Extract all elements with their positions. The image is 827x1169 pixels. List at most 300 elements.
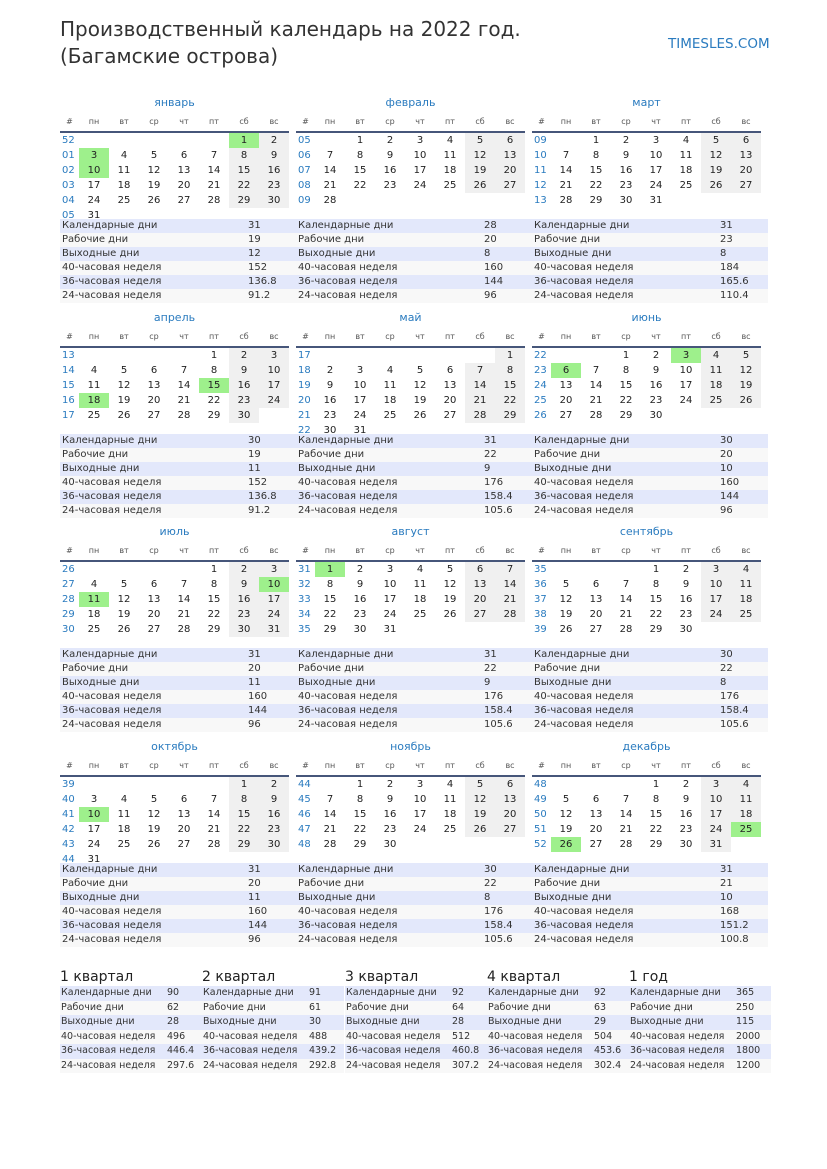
day-cell[interactable]: 31 <box>383 624 397 635</box>
day-cell[interactable]: 7 <box>210 150 218 161</box>
day-cell[interactable]: 19 <box>443 594 457 605</box>
day-cell[interactable]: 21 <box>177 609 191 620</box>
day-cell[interactable]: 20 <box>465 592 495 607</box>
day-cell[interactable]: 25 <box>679 180 693 191</box>
day-cell[interactable]: 4 <box>731 561 761 577</box>
day-cell[interactable]: 20 <box>589 824 603 835</box>
day-cell[interactable]: 29 <box>649 624 663 635</box>
day-cell[interactable]: 19 <box>117 609 131 620</box>
day-cell[interactable]: 29 <box>619 410 633 421</box>
day-cell[interactable]: 29 <box>229 193 259 208</box>
day-cell[interactable]: 18 <box>443 165 457 176</box>
day-cell[interactable]: 9 <box>386 794 394 805</box>
day-cell[interactable]: 8 <box>326 579 334 590</box>
day-cell[interactable]: 18 <box>679 165 693 176</box>
day-cell[interactable]: 14 <box>619 809 633 820</box>
day-cell[interactable]: 6 <box>180 150 188 161</box>
day-cell[interactable]: 1 <box>622 350 630 361</box>
day-cell[interactable]: 28 <box>619 624 633 635</box>
day-cell[interactable]: 7 <box>326 794 334 805</box>
day-cell[interactable]: 16 <box>229 378 259 393</box>
day-cell[interactable]: 12 <box>731 363 761 378</box>
day-cell[interactable]: 24 <box>413 180 427 191</box>
day-cell[interactable]: 4 <box>90 579 98 590</box>
day-cell[interactable]: 3 <box>356 365 364 376</box>
day-cell[interactable]: 24 <box>701 822 731 837</box>
day-cell[interactable]: 10 <box>701 577 731 592</box>
brand-link[interactable]: TIMESLES.COM <box>668 36 770 52</box>
day-cell[interactable]: 20 <box>589 609 603 620</box>
day-cell[interactable]: 30 <box>323 425 337 436</box>
day-cell[interactable]: 14 <box>207 809 221 820</box>
day-cell[interactable]: 16 <box>259 807 289 822</box>
day-cell[interactable]: 1 <box>210 350 218 361</box>
day-cell[interactable]: 3 <box>259 561 289 577</box>
holiday-day-cell[interactable]: 18 <box>79 393 109 408</box>
holiday-day-cell[interactable]: 1 <box>315 561 345 577</box>
day-cell[interactable]: 19 <box>559 609 573 620</box>
day-cell[interactable]: 11 <box>87 380 101 391</box>
day-cell[interactable]: 19 <box>147 824 161 835</box>
day-cell[interactable]: 10 <box>701 792 731 807</box>
day-cell[interactable]: 24 <box>353 410 367 421</box>
day-cell[interactable]: 19 <box>731 378 761 393</box>
day-cell[interactable]: 28 <box>177 410 191 421</box>
day-cell[interactable]: 8 <box>229 792 259 807</box>
day-cell[interactable]: 21 <box>207 180 221 191</box>
day-cell[interactable]: 16 <box>229 592 259 607</box>
day-cell[interactable]: 8 <box>495 363 525 378</box>
day-cell[interactable]: 31 <box>259 622 289 637</box>
day-cell[interactable]: 4 <box>731 776 761 792</box>
day-cell[interactable]: 17 <box>259 378 289 393</box>
day-cell[interactable]: 12 <box>147 165 161 176</box>
day-cell[interactable]: 10 <box>259 363 289 378</box>
day-cell[interactable]: 11 <box>679 150 693 161</box>
holiday-day-cell[interactable]: 15 <box>199 378 229 393</box>
day-cell[interactable]: 24 <box>259 607 289 622</box>
day-cell[interactable]: 23 <box>383 180 397 191</box>
day-cell[interactable]: 11 <box>731 792 761 807</box>
holiday-day-cell[interactable]: 6 <box>551 363 581 378</box>
day-cell[interactable]: 23 <box>229 393 259 408</box>
day-cell[interactable]: 16 <box>353 594 367 605</box>
day-cell[interactable]: 10 <box>679 365 693 376</box>
day-cell[interactable]: 6 <box>495 132 525 148</box>
day-cell[interactable]: 29 <box>207 410 221 421</box>
day-cell[interactable]: 14 <box>323 165 337 176</box>
day-cell[interactable]: 13 <box>177 165 191 176</box>
day-cell[interactable]: 21 <box>465 393 495 408</box>
day-cell[interactable]: 10 <box>649 150 663 161</box>
day-cell[interactable]: 15 <box>229 163 259 178</box>
day-cell[interactable]: 11 <box>413 579 427 590</box>
day-cell[interactable]: 12 <box>443 579 457 590</box>
day-cell[interactable]: 31 <box>649 195 663 206</box>
day-cell[interactable]: 13 <box>177 809 191 820</box>
day-cell[interactable]: 4 <box>120 794 128 805</box>
day-cell[interactable]: 27 <box>559 410 573 421</box>
day-cell[interactable]: 6 <box>150 365 158 376</box>
day-cell[interactable]: 16 <box>259 163 289 178</box>
day-cell[interactable]: 18 <box>731 592 761 607</box>
day-cell[interactable]: 28 <box>207 839 221 850</box>
day-cell[interactable]: 15 <box>619 380 633 391</box>
day-cell[interactable]: 2 <box>229 347 259 363</box>
day-cell[interactable]: 27 <box>177 195 191 206</box>
day-cell[interactable]: 18 <box>117 180 131 191</box>
day-cell[interactable]: 26 <box>117 410 131 421</box>
day-cell[interactable]: 15 <box>353 809 367 820</box>
day-cell[interactable]: 25 <box>413 609 427 620</box>
day-cell[interactable]: 19 <box>117 395 131 406</box>
day-cell[interactable]: 13 <box>465 577 495 592</box>
day-cell[interactable]: 11 <box>443 794 457 805</box>
day-cell[interactable]: 5 <box>562 579 570 590</box>
day-cell[interactable]: 25 <box>117 195 131 206</box>
day-cell[interactable]: 5 <box>120 579 128 590</box>
day-cell[interactable]: 28 <box>323 195 337 206</box>
day-cell[interactable]: 1 <box>210 564 218 575</box>
day-cell[interactable]: 20 <box>443 395 457 406</box>
day-cell[interactable]: 30 <box>383 839 397 850</box>
day-cell[interactable]: 8 <box>592 150 600 161</box>
day-cell[interactable]: 22 <box>323 609 337 620</box>
day-cell[interactable]: 10 <box>413 794 427 805</box>
day-cell[interactable]: 14 <box>323 809 337 820</box>
day-cell[interactable]: 7 <box>592 365 600 376</box>
day-cell[interactable]: 27 <box>731 178 761 193</box>
day-cell[interactable]: 25 <box>731 607 761 622</box>
day-cell[interactable]: 27 <box>495 822 525 837</box>
day-cell[interactable]: 1 <box>592 135 600 146</box>
day-cell[interactable]: 26 <box>443 609 457 620</box>
day-cell[interactable]: 22 <box>229 178 259 193</box>
day-cell[interactable]: 2 <box>326 365 334 376</box>
day-cell[interactable]: 5 <box>701 132 731 148</box>
holiday-day-cell[interactable]: 10 <box>79 163 109 178</box>
day-cell[interactable]: 15 <box>589 165 603 176</box>
day-cell[interactable]: 23 <box>679 609 693 620</box>
day-cell[interactable]: 11 <box>731 577 761 592</box>
day-cell[interactable]: 6 <box>592 579 600 590</box>
day-cell[interactable]: 13 <box>731 148 761 163</box>
day-cell[interactable]: 22 <box>229 822 259 837</box>
day-cell[interactable]: 13 <box>559 380 573 391</box>
day-cell[interactable]: 13 <box>495 792 525 807</box>
day-cell[interactable]: 27 <box>443 410 457 421</box>
day-cell[interactable]: 28 <box>495 607 525 622</box>
day-cell[interactable]: 22 <box>649 824 663 835</box>
day-cell[interactable]: 28 <box>207 195 221 206</box>
day-cell[interactable]: 12 <box>465 792 495 807</box>
day-cell[interactable]: 16 <box>619 165 633 176</box>
day-cell[interactable]: 10 <box>353 380 367 391</box>
day-cell[interactable]: 24 <box>259 393 289 408</box>
day-cell[interactable]: 7 <box>495 561 525 577</box>
day-cell[interactable]: 12 <box>413 380 427 391</box>
day-cell[interactable]: 5 <box>465 132 495 148</box>
day-cell[interactable]: 29 <box>649 839 663 850</box>
day-cell[interactable]: 24 <box>383 609 397 620</box>
day-cell[interactable]: 19 <box>559 824 573 835</box>
day-cell[interactable]: 22 <box>649 609 663 620</box>
day-cell[interactable]: 17 <box>413 809 427 820</box>
day-cell[interactable]: 8 <box>652 579 660 590</box>
day-cell[interactable]: 20 <box>147 395 161 406</box>
day-cell[interactable]: 18 <box>413 594 427 605</box>
day-cell[interactable]: 26 <box>413 410 427 421</box>
day-cell[interactable]: 9 <box>229 363 259 378</box>
day-cell[interactable]: 25 <box>383 410 397 421</box>
day-cell[interactable]: 4 <box>416 564 424 575</box>
day-cell[interactable]: 4 <box>120 150 128 161</box>
day-cell[interactable]: 1 <box>356 779 364 790</box>
day-cell[interactable]: 8 <box>356 150 364 161</box>
day-cell[interactable]: 21 <box>619 609 633 620</box>
day-cell[interactable]: 21 <box>323 180 337 191</box>
day-cell[interactable]: 22 <box>353 180 367 191</box>
day-cell[interactable]: 3 <box>90 794 98 805</box>
day-cell[interactable]: 30 <box>679 624 693 635</box>
day-cell[interactable]: 23 <box>259 822 289 837</box>
day-cell[interactable]: 1 <box>652 779 660 790</box>
day-cell[interactable]: 26 <box>559 624 573 635</box>
day-cell[interactable]: 19 <box>147 180 161 191</box>
day-cell[interactable]: 16 <box>679 809 693 820</box>
day-cell[interactable]: 12 <box>559 594 573 605</box>
day-cell[interactable]: 14 <box>495 577 525 592</box>
day-cell[interactable]: 23 <box>353 609 367 620</box>
day-cell[interactable]: 8 <box>210 579 218 590</box>
day-cell[interactable]: 9 <box>259 148 289 163</box>
day-cell[interactable]: 12 <box>117 594 131 605</box>
day-cell[interactable]: 11 <box>701 363 731 378</box>
holiday-day-cell[interactable]: 10 <box>259 577 289 592</box>
day-cell[interactable]: 6 <box>446 365 454 376</box>
day-cell[interactable]: 17 <box>259 592 289 607</box>
day-cell[interactable]: 2 <box>682 564 690 575</box>
day-cell[interactable]: 14 <box>177 380 191 391</box>
day-cell[interactable]: 25 <box>443 180 457 191</box>
day-cell[interactable]: 23 <box>259 178 289 193</box>
day-cell[interactable]: 12 <box>117 380 131 391</box>
day-cell[interactable]: 6 <box>592 794 600 805</box>
day-cell[interactable]: 12 <box>465 148 495 163</box>
day-cell[interactable]: 15 <box>207 594 221 605</box>
holiday-day-cell[interactable]: 26 <box>551 837 581 852</box>
day-cell[interactable]: 5 <box>416 365 424 376</box>
day-cell[interactable]: 27 <box>589 624 603 635</box>
day-cell[interactable]: 8 <box>229 148 259 163</box>
day-cell[interactable]: 8 <box>622 365 630 376</box>
day-cell[interactable]: 15 <box>649 809 663 820</box>
day-cell[interactable]: 8 <box>652 794 660 805</box>
day-cell[interactable]: 2 <box>259 132 289 148</box>
day-cell[interactable]: 21 <box>323 824 337 835</box>
day-cell[interactable]: 22 <box>589 180 603 191</box>
day-cell[interactable]: 30 <box>229 622 259 637</box>
day-cell[interactable]: 9 <box>652 365 660 376</box>
day-cell[interactable]: 19 <box>465 163 495 178</box>
day-cell[interactable]: 4 <box>446 135 454 146</box>
day-cell[interactable]: 14 <box>589 380 603 391</box>
day-cell[interactable]: 6 <box>180 794 188 805</box>
day-cell[interactable]: 5 <box>446 564 454 575</box>
day-cell[interactable]: 5 <box>120 365 128 376</box>
day-cell[interactable]: 6 <box>495 776 525 792</box>
day-cell[interactable]: 16 <box>323 395 337 406</box>
day-cell[interactable]: 14 <box>619 594 633 605</box>
day-cell[interactable]: 11 <box>117 165 131 176</box>
day-cell[interactable]: 20 <box>559 395 573 406</box>
day-cell[interactable]: 11 <box>117 809 131 820</box>
day-cell[interactable]: 26 <box>147 195 161 206</box>
day-cell[interactable]: 4 <box>90 365 98 376</box>
day-cell[interactable]: 13 <box>443 380 457 391</box>
day-cell[interactable]: 14 <box>207 165 221 176</box>
day-cell[interactable]: 29 <box>353 839 367 850</box>
day-cell[interactable]: 2 <box>386 135 394 146</box>
day-cell[interactable]: 4 <box>701 347 731 363</box>
day-cell[interactable]: 6 <box>150 579 158 590</box>
day-cell[interactable]: 26 <box>731 393 761 408</box>
day-cell[interactable]: 26 <box>701 178 731 193</box>
day-cell[interactable]: 20 <box>731 163 761 178</box>
day-cell[interactable]: 16 <box>383 165 397 176</box>
day-cell[interactable]: 26 <box>147 839 161 850</box>
day-cell[interactable]: 5 <box>150 150 158 161</box>
day-cell[interactable]: 28 <box>589 410 603 421</box>
day-cell[interactable]: 8 <box>210 365 218 376</box>
day-cell[interactable]: 24 <box>87 839 101 850</box>
day-cell[interactable]: 21 <box>559 180 573 191</box>
day-cell[interactable]: 25 <box>701 393 731 408</box>
day-cell[interactable]: 2 <box>259 776 289 792</box>
day-cell[interactable]: 9 <box>386 150 394 161</box>
day-cell[interactable]: 2 <box>622 135 630 146</box>
day-cell[interactable]: 5 <box>150 794 158 805</box>
day-cell[interactable]: 17 <box>353 395 367 406</box>
day-cell[interactable]: 21 <box>207 824 221 835</box>
day-cell[interactable]: 28 <box>619 839 633 850</box>
day-cell[interactable]: 9 <box>326 380 334 391</box>
day-cell[interactable]: 31 <box>87 854 101 865</box>
day-cell[interactable]: 22 <box>495 393 525 408</box>
day-cell[interactable]: 13 <box>147 380 161 391</box>
day-cell[interactable]: 9 <box>682 579 690 590</box>
day-cell[interactable]: 13 <box>589 809 603 820</box>
day-cell[interactable]: 29 <box>495 408 525 423</box>
day-cell[interactable]: 2 <box>386 779 394 790</box>
day-cell[interactable]: 2 <box>652 350 660 361</box>
day-cell[interactable]: 1 <box>652 564 660 575</box>
holiday-day-cell[interactable]: 3 <box>79 148 109 163</box>
day-cell[interactable]: 17 <box>701 592 731 607</box>
day-cell[interactable]: 11 <box>443 150 457 161</box>
day-cell[interactable]: 28 <box>465 408 495 423</box>
day-cell[interactable]: 27 <box>177 839 191 850</box>
day-cell[interactable]: 12 <box>147 809 161 820</box>
holiday-day-cell[interactable]: 1 <box>229 132 259 148</box>
day-cell[interactable]: 27 <box>147 410 161 421</box>
day-cell[interactable]: 22 <box>207 395 221 406</box>
day-cell[interactable]: 16 <box>383 809 397 820</box>
day-cell[interactable]: 9 <box>682 794 690 805</box>
day-cell[interactable]: 7 <box>622 579 630 590</box>
day-cell[interactable]: 12 <box>559 809 573 820</box>
day-cell[interactable]: 18 <box>701 378 731 393</box>
day-cell[interactable]: 19 <box>701 163 731 178</box>
day-cell[interactable]: 21 <box>177 395 191 406</box>
day-cell[interactable]: 17 <box>649 165 663 176</box>
day-cell[interactable]: 3 <box>416 779 424 790</box>
holiday-day-cell[interactable]: 25 <box>731 822 761 837</box>
day-cell[interactable]: 9 <box>229 577 259 592</box>
day-cell[interactable]: 30 <box>649 410 663 421</box>
day-cell[interactable]: 5 <box>465 776 495 792</box>
day-cell[interactable]: 12 <box>701 148 731 163</box>
day-cell[interactable]: 20 <box>495 163 525 178</box>
day-cell[interactable]: 29 <box>323 624 337 635</box>
holiday-day-cell[interactable]: 10 <box>79 807 109 822</box>
day-cell[interactable]: 29 <box>229 837 259 852</box>
day-cell[interactable]: 20 <box>177 824 191 835</box>
day-cell[interactable]: 4 <box>386 365 394 376</box>
day-cell[interactable]: 7 <box>326 150 334 161</box>
day-cell[interactable]: 22 <box>207 609 221 620</box>
day-cell[interactable]: 3 <box>386 564 394 575</box>
day-cell[interactable]: 25 <box>87 410 101 421</box>
day-cell[interactable]: 11 <box>383 380 397 391</box>
day-cell[interactable]: 30 <box>679 839 693 850</box>
day-cell[interactable]: 15 <box>353 165 367 176</box>
day-cell[interactable]: 4 <box>446 779 454 790</box>
day-cell[interactable]: 15 <box>495 378 525 393</box>
day-cell[interactable]: 15 <box>229 807 259 822</box>
day-cell[interactable]: 14 <box>465 378 495 393</box>
day-cell[interactable]: 22 <box>619 395 633 406</box>
holiday-day-cell[interactable]: 11 <box>79 592 109 607</box>
day-cell[interactable]: 17 <box>679 380 693 391</box>
day-cell[interactable]: 1 <box>229 776 259 792</box>
day-cell[interactable]: 17 <box>701 807 731 822</box>
day-cell[interactable]: 1 <box>356 135 364 146</box>
day-cell[interactable]: 22 <box>353 824 367 835</box>
day-cell[interactable]: 2 <box>356 564 364 575</box>
day-cell[interactable]: 5 <box>562 794 570 805</box>
day-cell[interactable]: 18 <box>443 809 457 820</box>
day-cell[interactable]: 13 <box>147 594 161 605</box>
day-cell[interactable]: 19 <box>465 807 495 822</box>
day-cell[interactable]: 3 <box>701 561 731 577</box>
day-cell[interactable]: 25 <box>87 624 101 635</box>
day-cell[interactable]: 28 <box>323 839 337 850</box>
day-cell[interactable]: 10 <box>383 579 397 590</box>
day-cell[interactable]: 30 <box>353 624 367 635</box>
day-cell[interactable]: 18 <box>731 807 761 822</box>
day-cell[interactable]: 23 <box>619 180 633 191</box>
day-cell[interactable]: 17 <box>383 594 397 605</box>
day-cell[interactable]: 3 <box>701 776 731 792</box>
day-cell[interactable]: 7 <box>210 794 218 805</box>
day-cell[interactable]: 7 <box>562 150 570 161</box>
day-cell[interactable]: 3 <box>652 135 660 146</box>
day-cell[interactable]: 23 <box>323 410 337 421</box>
day-cell[interactable]: 30 <box>619 195 633 206</box>
day-cell[interactable]: 30 <box>229 408 259 423</box>
day-cell[interactable]: 9 <box>259 792 289 807</box>
